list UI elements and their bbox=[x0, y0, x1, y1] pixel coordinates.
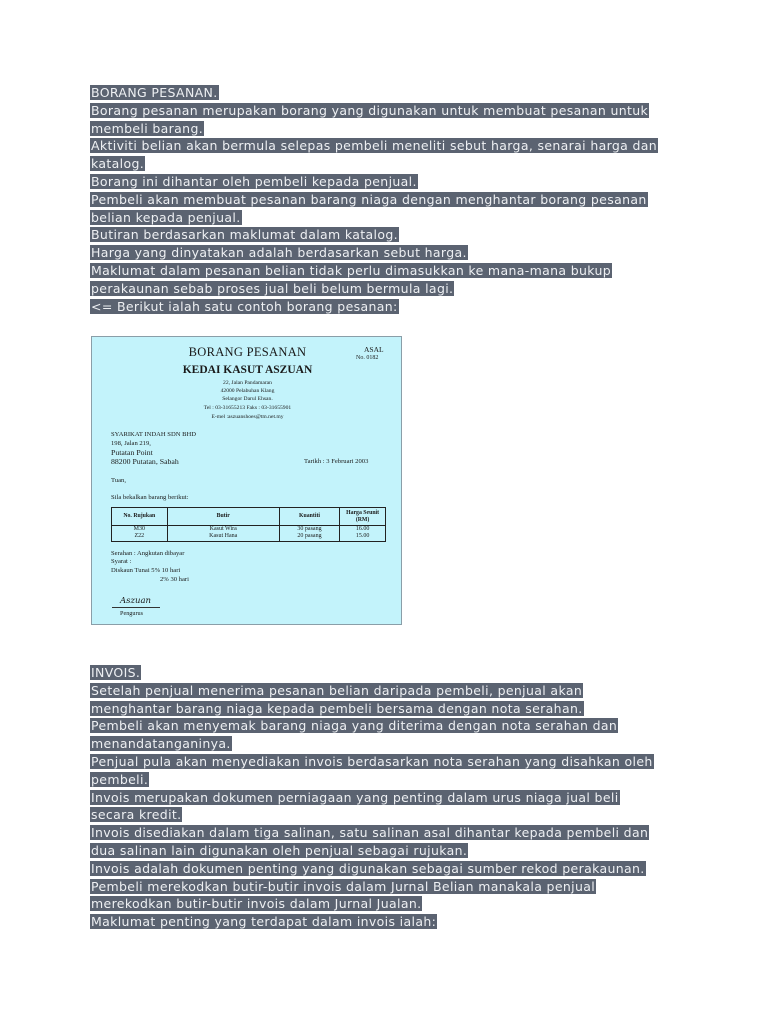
recipient-name: SYARIKAT INDAH SDN BHD bbox=[111, 431, 197, 438]
table-cell: Kasut Wira bbox=[167, 526, 279, 534]
text-line: Setelah penjual menerima pesanan belian daripada pembeli, penjual akan bbox=[91, 682, 583, 698]
text-line: Invois merupakan dokumen perniagaan yang penting dalam urus niaga jual beli bbox=[91, 789, 619, 805]
table-row bbox=[112, 526, 386, 534]
text-line: Invois disediakan dalam tiga salinan, satu salinan asal dihantar kepada pembeli dan bbox=[91, 825, 649, 841]
table-cell: 20 pasang bbox=[279, 533, 339, 541]
section-heading: INVOIS. bbox=[91, 665, 141, 680]
table-header-row bbox=[112, 508, 386, 526]
invoice-section bbox=[90, 664, 690, 931]
text-line: katalog. bbox=[91, 156, 145, 172]
recipient-city: 88200 Putatan, Sabah bbox=[111, 457, 179, 466]
text-line: Invois adalah dokumen penting yang digunakan sebagai sumber rekod perakaunan. bbox=[91, 860, 645, 876]
table-cell: 30 pasang bbox=[279, 526, 339, 534]
form-number: No. 0182 bbox=[356, 355, 379, 361]
discount-line: 2% 30 hari bbox=[160, 576, 189, 583]
text-line: dua salinan lain digunakan oleh penjual sebagai rujukan. bbox=[91, 842, 468, 858]
table-cell: Z22 bbox=[112, 533, 168, 541]
text-line: menghantar barang niaga kepada pembeli bersama dengan nota serahan. bbox=[91, 700, 583, 716]
table-row bbox=[112, 533, 386, 541]
text-line: merekodkan butir-butir invois dalam Jurnal Jualan. bbox=[91, 896, 422, 912]
text-line: Butiran berdasarkan maklumat dalam katalog. bbox=[91, 227, 398, 243]
text-line: membeli barang. bbox=[91, 120, 204, 136]
text-line: Pembeli merekodkan butir-butir invois dalam Jurnal Belian manakala penjual bbox=[91, 878, 596, 894]
table-cell: 16.00 bbox=[340, 526, 386, 534]
terms-label: Syarat : bbox=[111, 558, 132, 565]
shop-address-line: 22, Jalan Pandamaran bbox=[223, 380, 272, 386]
shop-name: KEDAI KASUT ASZUAN bbox=[182, 364, 313, 376]
text-line: Pembeli akan membuat pesanan barang niaga dengan menghantar borang pesanan bbox=[91, 191, 647, 207]
discount-line: Diskaun Tunai 5% 10 hari bbox=[111, 567, 181, 574]
text-line: Borang pesanan merupakan borang yang digunakan untuk membuat pesanan untuk bbox=[91, 102, 649, 118]
shop-address-line: 42000 Pelabuhan Klang bbox=[220, 388, 275, 394]
text-line: menandatanganinya. bbox=[91, 736, 231, 752]
form-date: Tarikh : 3 Februari 2003 bbox=[304, 458, 369, 465]
text-line: <= Berikut ialah satu contoh borang pesanan: bbox=[91, 298, 398, 314]
shop-phone: Tel : 03-31655213 Faks : 03-31655901 bbox=[203, 405, 292, 411]
order-form-image bbox=[91, 336, 402, 625]
text-line: Aktiviti belian akan bermula selepas pembeli meneliti sebut harga, senarai harga dan bbox=[91, 138, 658, 154]
shop-email: E-mel :aszuanshoes@tm.net.my bbox=[211, 414, 284, 420]
delivery-terms: Serahan : Angkutan dibayar bbox=[111, 550, 185, 557]
column-header: Kuantiti bbox=[279, 508, 339, 526]
text-line: Borang ini dihantar oleh pembeli kepada penjual. bbox=[91, 173, 417, 189]
table-cell: 15.00 bbox=[340, 533, 386, 541]
text-line: perakaunan sebab proses jual beli belum bermula lagi. bbox=[91, 280, 454, 296]
shop-address-line: Selangor Darul Ehsan. bbox=[222, 396, 273, 402]
manager-signature: Aszuan bbox=[120, 596, 151, 606]
text-line: secara kredit. bbox=[91, 807, 182, 823]
text-line: pembeli. bbox=[91, 771, 149, 787]
recipient-address: 198, Jalan 219, bbox=[111, 440, 151, 447]
column-header: No. Rujukan bbox=[112, 508, 168, 526]
form-greeting: Tuan, bbox=[111, 477, 126, 484]
table-cell: M30 bbox=[112, 526, 168, 534]
form-request: Sila bekalkan barang berikut: bbox=[111, 494, 189, 501]
text-line: Pembeli akan menyemak barang niaga yang diterima dengan nota serahan dan bbox=[91, 718, 618, 734]
order-form-section bbox=[90, 84, 690, 315]
recipient-street: Putatan Point bbox=[111, 448, 153, 457]
form-copy-label: ASAL bbox=[364, 345, 384, 354]
order-items-table bbox=[111, 507, 386, 542]
table-cell: Kasut Hana bbox=[167, 533, 279, 541]
signature-line bbox=[112, 607, 160, 608]
column-header: Butir bbox=[167, 508, 279, 526]
text-line: belian kepada penjual. bbox=[91, 209, 241, 225]
section-heading: BORANG PESANAN. bbox=[91, 85, 218, 100]
text-line: Maklumat penting yang terdapat dalam invois ialah: bbox=[91, 914, 437, 930]
text-line: Harga yang dinyatakan adalah berdasarkan sebut harga. bbox=[91, 245, 467, 261]
signer-title: Pengurus bbox=[120, 610, 144, 617]
form-title: BORANG PESANAN bbox=[188, 345, 307, 359]
text-line: Penjual pula akan menyediakan invois berdasarkan nota serahan yang disahkan oleh bbox=[91, 753, 653, 769]
text-line: Maklumat dalam pesanan belian tidak perlu dimasukkan ke mana-mana bukup bbox=[91, 262, 612, 278]
column-header: Harga Seunit (RM) bbox=[340, 508, 386, 526]
